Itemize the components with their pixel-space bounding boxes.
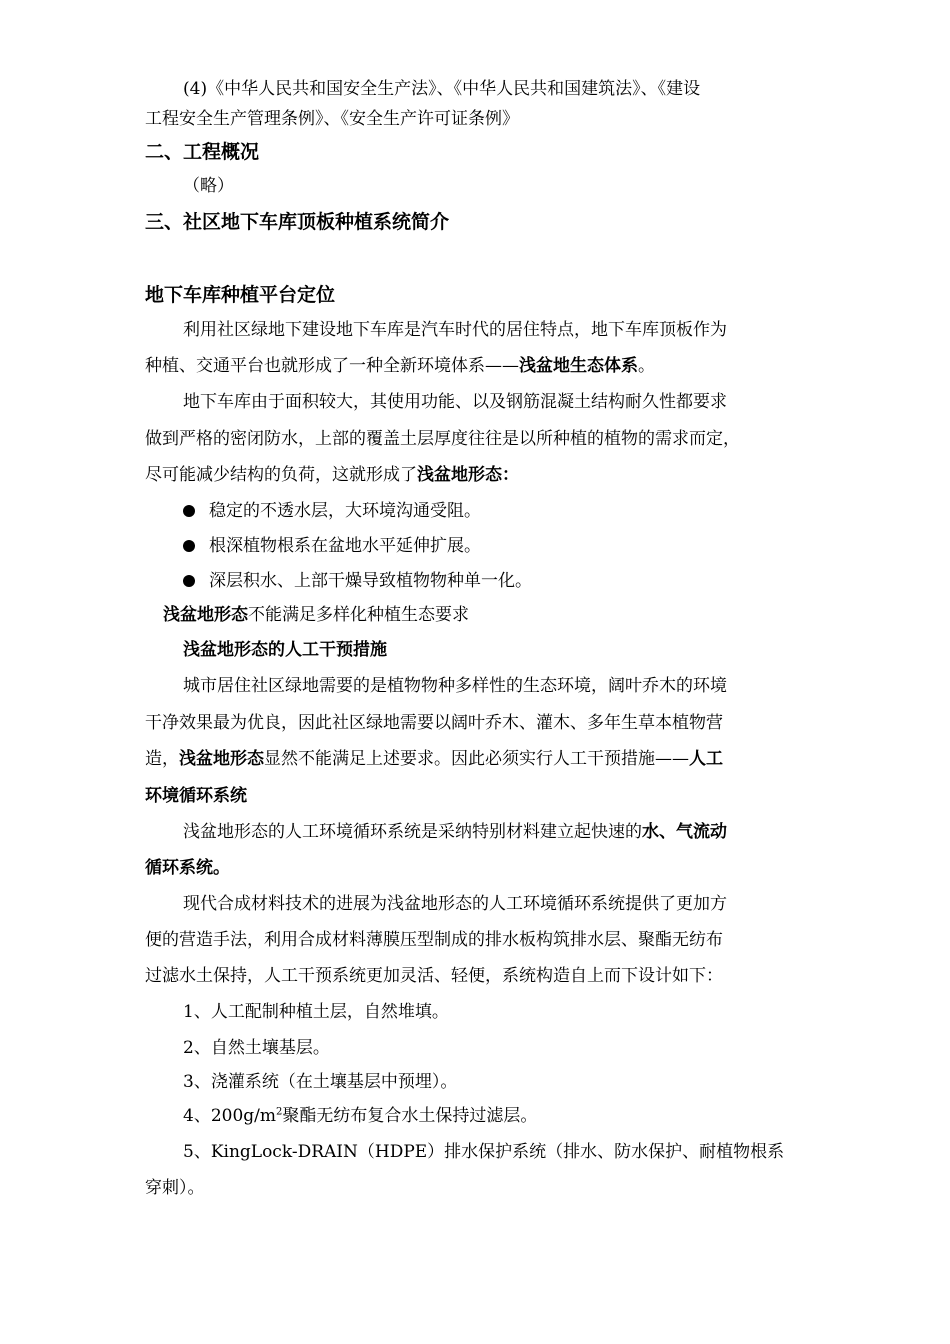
list-item-2: 2、自然土壤基层。 (183, 1038, 330, 1058)
paragraph-4-line-2: 循环系统。 (145, 858, 230, 878)
statement-line (163, 604, 469, 626)
paragraph-3-text-c: 显然不能满足上述要求。因此必须实行人工干预措施—— (264, 749, 689, 769)
paragraph-3-line-3 (145, 748, 723, 770)
bullet-text: 稳定的不透水层，大环境沟通受阻。 (209, 501, 481, 521)
paragraph-1-end: 。 (638, 356, 655, 376)
measures-title: 浅盆地形态的人工干预措施 (183, 640, 387, 660)
list-item-1: 1、人工配制种植土层，自然堆填。 (183, 1002, 449, 1022)
bullet-item (183, 535, 481, 557)
paragraph-1-line-2 (145, 355, 655, 377)
list-item-4-superscript: 2 (276, 1106, 283, 1118)
paragraph-1-line-1: 利用社区绿地下建设地下车库是汽车时代的居住特点，地下车库顶板作为 (183, 320, 727, 340)
paragraph-1-text: 种植、交通平台也就形成了一种全新环境体系—— (145, 356, 519, 376)
list-item-4 (183, 1105, 537, 1127)
list-item-4-text-a: 4、200g/m (183, 1106, 276, 1126)
list-item-5-line-2: 穿刺）。 (145, 1178, 205, 1198)
list-item-4-text-b: 聚酯无纺布复合水土保持过滤层。 (282, 1106, 538, 1126)
paragraph-3-bold-end: 人工 (689, 749, 723, 769)
shallow-basin-form-term: 浅盆地形态： (417, 465, 519, 485)
reference-4-line-1: (4)《中华人民共和国安全生产法》、《中华人民共和国建筑法》、《建设 (183, 79, 701, 99)
bullet-item (183, 500, 481, 522)
paragraph-4-bold: 水、气流动 (642, 822, 727, 842)
section-3-title: 三、社区地下车库顶板种植系统简介 (145, 211, 450, 233)
statement-bold: 浅盆地形态 (163, 605, 248, 625)
paragraph-3-bold-term: 浅盆地形态 (179, 749, 264, 769)
paragraph-2-text: 尽可能减少结构的负荷，这就形成了 (145, 465, 417, 485)
bullet-text: 深层积水、上部干燥导致植物物种单一化。 (209, 571, 532, 591)
paragraph-3-text-a: 造， (145, 749, 179, 769)
section-2-body: （略） (183, 176, 234, 196)
reference-4-line-2: 工程安全生产管理条例》、《安全生产许可证条例》 (145, 109, 519, 129)
statement-rest: 不能满足多样化种植生态要求 (248, 605, 469, 625)
bullet-icon (183, 575, 195, 587)
paragraph-2-line-3 (145, 464, 519, 486)
paragraph-4-line-1 (183, 821, 727, 843)
list-item-5-line-1: 5、KingLock-DRAIN（HDPE）排水保护系统（排水、防水保护、耐植物根系 (183, 1142, 785, 1162)
paragraph-3-line-2: 干净效果最为优良，因此社区绿地需要以阔叶乔木、灌木、多年生草本植物营 (145, 713, 723, 733)
paragraph-3-line-1: 城市居住社区绿地需要的是植物物种多样性的生态环境，阔叶乔木的环境 (183, 676, 727, 696)
paragraph-2-line-1: 地下车库由于面积较大，其使用功能、以及钢筋混凝土结构耐久性都要求 (183, 392, 727, 412)
paragraph-4-text: 浅盆地形态的人工环境循环系统是采纳特别材料建立起快速的 (183, 822, 642, 842)
paragraph-3-line-4: 环境循环系统 (145, 786, 247, 806)
paragraph-2-line-2: 做到严格的密闭防水，上部的覆盖土层厚度往往是以所种植的植物的需求而定， (145, 429, 740, 449)
list-item-3: 3、浇灌系统（在土壤基层中预埋）。 (183, 1072, 458, 1092)
paragraph-5-line-2: 便的营造手法，利用合成材料薄膜压型制成的排水板构筑排水层、聚酯无纺布 (145, 930, 723, 950)
bullet-item (183, 570, 532, 592)
subsection-title: 地下车库种植平台定位 (145, 284, 336, 306)
shallow-basin-ecosystem-term: 浅盆地生态体系 (519, 356, 638, 376)
paragraph-5-line-3: 过滤水土保持，人工干预系统更加灵活、轻便，系统构造自上而下设计如下： (145, 966, 723, 986)
bullet-icon (183, 540, 195, 552)
bullet-text: 根深植物根系在盆地水平延伸扩展。 (209, 536, 481, 556)
bullet-icon (183, 505, 195, 517)
section-2-title: 二、工程概况 (145, 141, 260, 163)
paragraph-5-line-1: 现代合成材料技术的进展为浅盆地形态的人工环境循环系统提供了更加方 (183, 894, 727, 914)
